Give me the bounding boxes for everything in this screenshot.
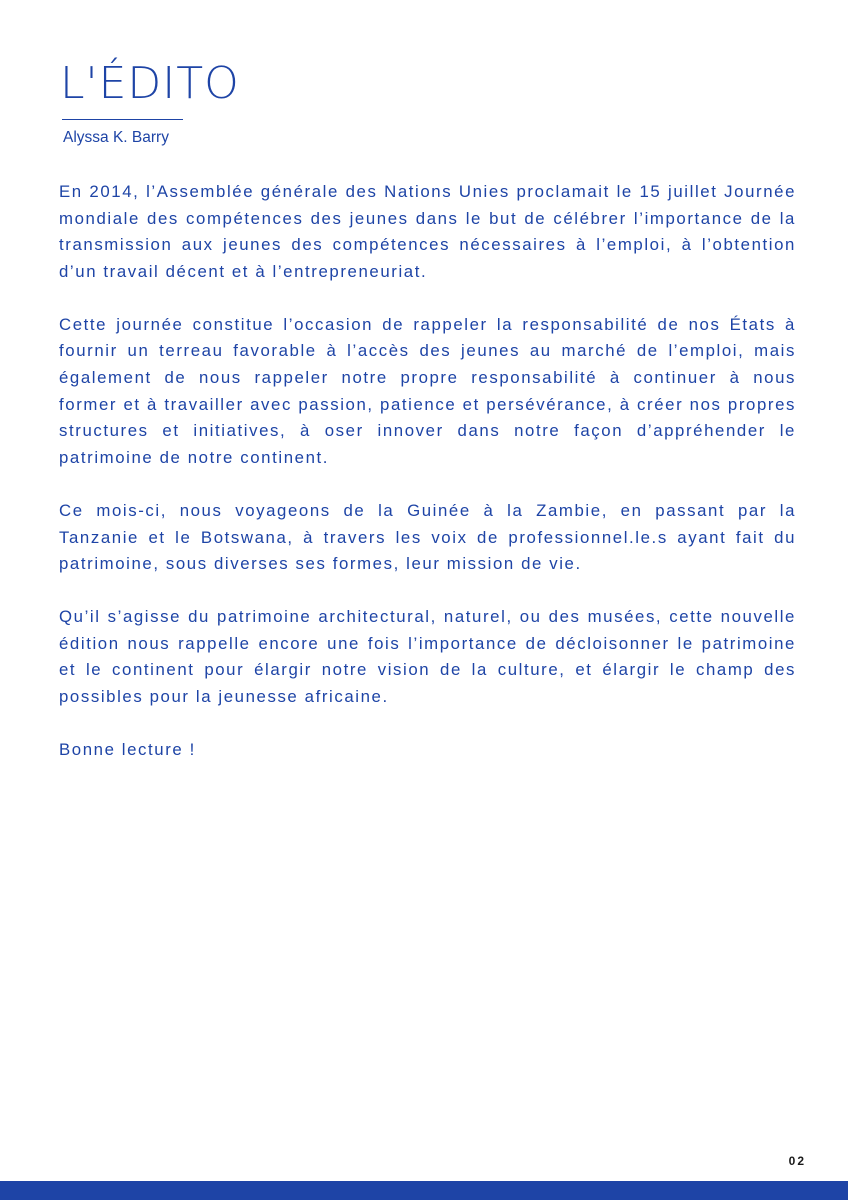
paragraph-4: Qu’il s’agisse du patrimoine architectural, naturel, ou des musées, cette nouvelle édition nous rappelle encore une fois l’importance de décloisonner le patrimoine et le continent pour élargir notre vision de la culture, et élargir le champ des possibles pour la jeunesse africaine. (59, 607, 796, 706)
footer-bar (0, 1181, 848, 1200)
page-title: L'ÉDITO (60, 58, 240, 109)
page-number: 02 (788, 1154, 806, 1168)
title-underline (62, 119, 183, 120)
paragraph-1: En 2014, l’Assemblée générale des Nations Unies proclamait le 15 juillet Journée mondiale des compétences des jeunes dans le but de célébrer l’importance de la transmission aux jeunes des compétences nécessaires à l’emploi, à l’obtention d’un travail décent et à l’entrepreneuriat. (59, 182, 796, 281)
paragraph-3: Ce mois-ci, nous voyageons de la Guinée à la Zambie, en passant par la Tanzanie et le Botswana, à travers les voix de professionnel.le.s ayant fait du patrimoine, sous diverses ses formes, leur mission de vie. (59, 500, 796, 574)
paragraph-2: Cette journée constitue l’occasion de rappeler la responsabilité de nos États à fournir un terreau favorable à l’accès des jeunes au marché de l’emploi, mais également de nous rappeler notre propre responsabilité à continuer à nous former et à travailler avec passion, patience et persévérance, à créer nos propres structures et initiatives, à oser innover dans notre façon d’appréhender le patrimoine de notre continent. (59, 314, 796, 467)
closing-line: Bonne lecture ! (59, 740, 196, 760)
author-name: Alyssa K. Barry (63, 129, 169, 146)
editorial-body (59, 179, 796, 764)
